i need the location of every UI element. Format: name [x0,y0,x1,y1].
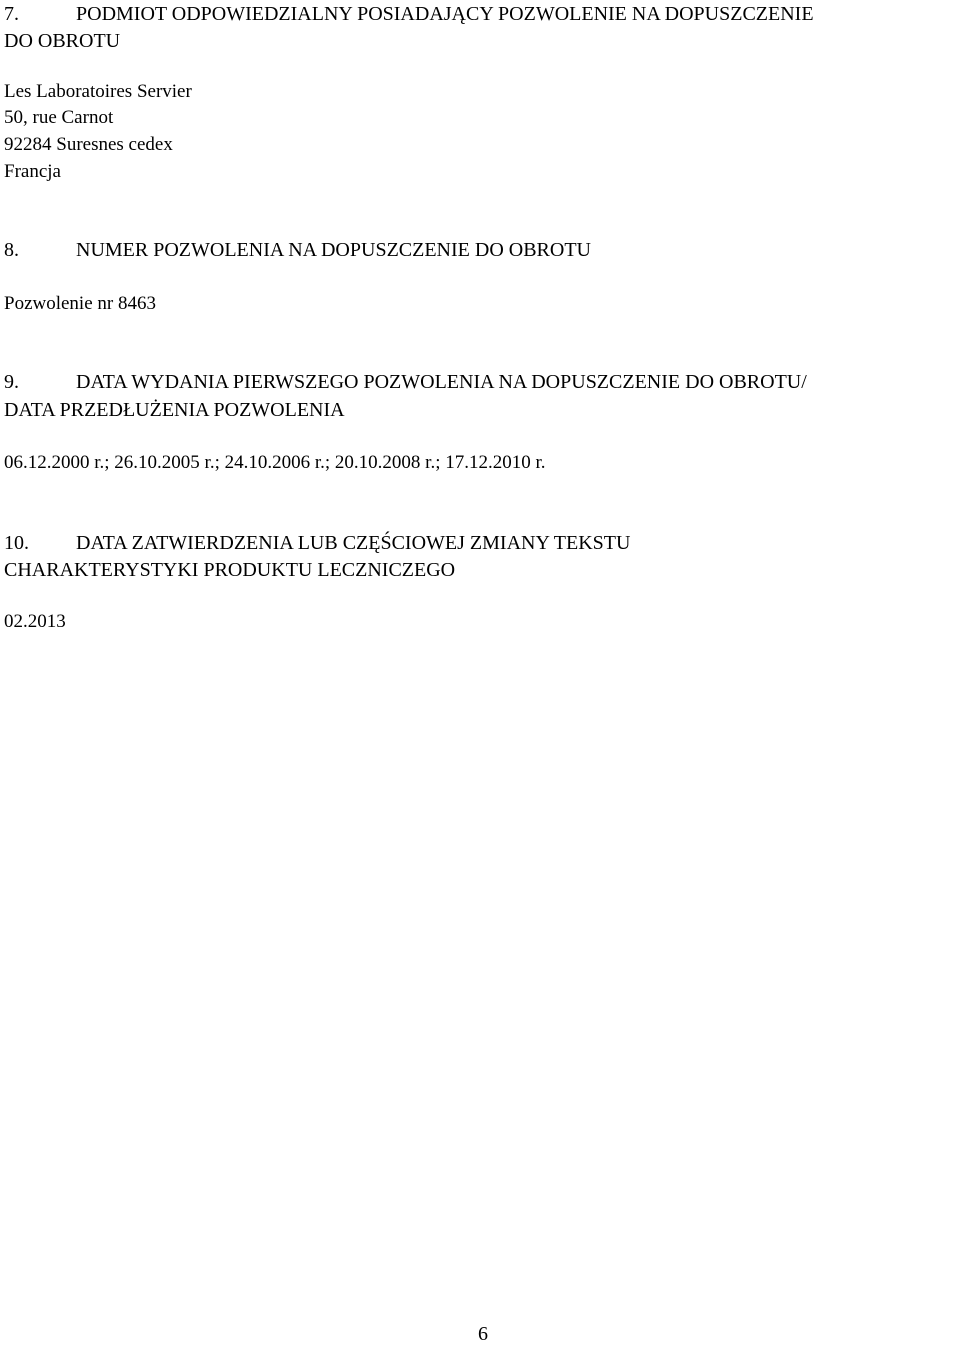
section-9-heading [4,369,954,396]
section-8-number: 8. [4,239,19,261]
section-7-heading-cont [4,28,954,55]
revision-date: 02.2013 [4,611,66,632]
section-10-heading-cont [4,557,954,584]
holder-city: 92284 Suresnes cedex [4,134,173,155]
section-9-title-line2: DATA PRZEDŁUŻENIA POZWOLENIA [4,399,345,421]
page-number: 6 [478,1323,488,1345]
holder-name: Les Laboratoires Servier [4,81,192,102]
section-10-title-line2: CHARAKTERYSTYKI PRODUKTU LECZNICZEGO [4,559,456,581]
section-10-title-line1: DATA ZATWIERDZENIA LUB CZĘŚCIOWEJ ZMIANY TEKSTU [76,532,631,554]
holder-country: Francja [4,161,61,182]
section-10-number: 10. [4,532,29,554]
section-9-number: 9. [4,371,19,393]
section-8-heading [4,237,954,264]
section-7-heading [4,1,954,28]
section-9-title-line1: DATA WYDANIA PIERWSZEGO POZWOLENIA NA DOPUSZCZENIE DO OBROTU/ [76,371,807,393]
authorisation-dates: 06.12.2000 r.; 26.10.2005 r.; 24.10.2006 r.; 20.10.2008 r.; 17.12.2010 r. [4,452,546,473]
holder-street: 50, rue Carnot [4,107,114,128]
section-10-heading [4,530,954,557]
authorisation-number: Pozwolenie nr 8463 [4,293,156,314]
section-7-title-line2: DO OBROTU [4,30,121,52]
section-7-number: 7. [4,3,19,25]
section-9-heading-cont [4,397,954,424]
section-7-title-line1: PODMIOT ODPOWIEDZIALNY POSIADAJĄCY POZWOLENIE NA DOPUSZCZENIE [76,3,814,25]
section-8-title: NUMER POZWOLENIA NA DOPUSZCZENIE DO OBROTU [76,239,591,261]
